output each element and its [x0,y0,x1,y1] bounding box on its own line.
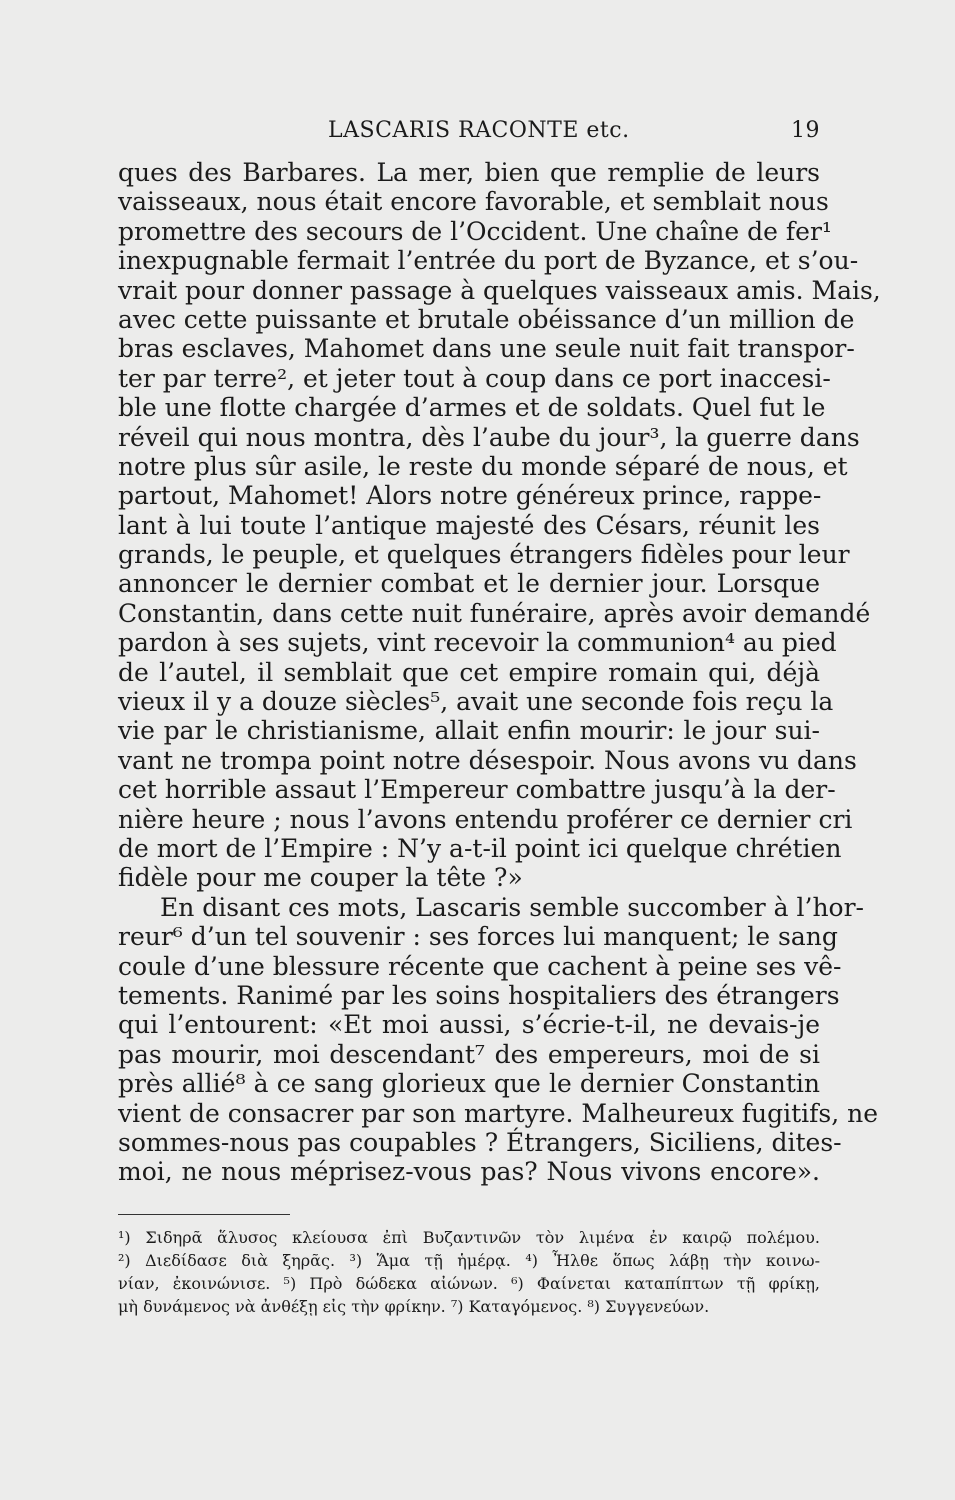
footnote-line: νίαν, ἐκοινώνισε. ⁵) Πρὸ δώδεκα αἰώνων. ⁶) Φαίνεται καταπίπτων τῇ φρίκῃ, [118,1274,820,1293]
text-line: tements. Ranimé par les soins hospitaliers des étrangers [118,980,840,1010]
text-line: vrait pour donner passage à quelques vaisseaux amis. Mais, [118,275,881,305]
text-line: vie par le christianisme, allait enfin mourir: le jour sui- [118,716,820,746]
text-line: pas mourir, moi descendant⁷ des empereurs, moi de si [118,1039,820,1069]
text-line: partout, Mahomet! Alors notre généreux prince, rappe- [118,481,822,511]
text-line: sommes-nous pas coupables ? Étrangers, Siciliens, dites- [118,1127,842,1157]
footnote-rule [118,1214,290,1215]
running-header [118,118,820,148]
running-title: LASCARIS RACONTE etc. [328,118,630,143]
footnote-line: ¹) Σιδηρᾶ ἅλυσος κλείουσα ἐπὶ Βυζαντινῶν τὸν λιμένα ἐν καιρῷ πολέμου. [118,1228,820,1247]
text-line: moi, ne nous méprisez-vous pas? Nous vivons encore». [118,1157,820,1187]
text-line: promettre des secours de l’Occident. Une chaîne de fer¹ [118,216,832,246]
text-line: vieux il y a douze siècles⁵, avait une seconde fois reçu la [118,687,834,717]
text-line: pardon à ses sujets, vint recevoir la communion⁴ au pied [118,628,837,658]
text-line: qui l’entourent: «Et moi aussi, s’écrie-t-il, ne devais-je [118,1010,820,1040]
text-line: Constantin, dans cette nuit funéraire, après avoir demandé [118,598,871,628]
text-line: inexpugnable fermait l’entrée du port de Byzance, et s’ou- [118,246,859,276]
text-line: lant à lui toute l’antique majesté des Césars, réunit les [118,510,820,540]
text-line: cet horrible assaut l’Empereur combattre jusqu’à la der- [118,775,836,805]
text-line: vaisseaux, nous était encore favorable, et semblait nous [118,187,829,217]
text-line: grands, le peuple, et quelques étrangers fidèles pour leur [118,540,850,570]
text-line: près allié⁸ à ce sang glorieux que le dernier Constantin [118,1069,820,1099]
text-line: réveil qui nous montra, dès l’aube du jour³, la guerre dans [118,422,860,452]
footnotes [118,1226,820,1318]
footnote-line: ²) Διεδίδασε διὰ ξηρᾶς. ³) Ἅμα τῇ ἡμέρᾳ. ⁴) Ἦλθε ὅπως λάβῃ τὴν κοινω- [118,1251,820,1270]
text-line: ble une flotte chargée d’armes et de soldats. Quel fut le [118,393,826,423]
text-line: de l’autel, il semblait que cet empire romain qui, déjà [118,657,820,687]
text-line: notre plus sûr asile, le reste du monde séparé de nous, et [118,451,848,481]
text-line: de mort de l’Empire : N’y a-t-il point ici quelque chrétien [118,833,842,863]
text-line: ques des Barbares. La mer, bien que remplie de leurs [118,158,820,187]
footnote-line: μὴ δυνάμενος νὰ ἀνθέξῃ εἰς τὴν φρίκην. ⁷) Καταγόμενος. ⁸) Συγγενεύων. [118,1297,710,1316]
text-line: vient de consacrer par son martyre. Malheureux fugitifs, ne [118,1098,879,1128]
text-line: annoncer le dernier combat et le dernier jour. Lorsque [118,569,820,599]
paragraph-start-line: En disant ces mots, Lascaris semble succomber à l’hor- [160,892,864,922]
page-number: 19 [791,118,820,143]
text-line: nière heure ; nous l’avons entendu proférer ce dernier cri [118,804,853,834]
main-text [118,158,881,1187]
text-line: reur⁶ d’un tel souvenir : ses forces lui manquent; le sang [118,922,838,952]
text-line: coule d’une blessure récente que cachent à peine ses vê- [118,951,842,981]
text-line: avec cette puissante et brutale obéissance d’un million de [118,304,855,334]
text-line: vant ne trompa point notre désespoir. Nous avons vu dans [118,745,857,775]
text-line: ter par terre², et jeter tout à coup dans ce port inaccesi- [118,363,831,393]
text-line: bras esclaves, Mahomet dans une seule nuit fait transpor- [118,334,855,364]
text-line: fidèle pour me couper la tête ?» [118,863,523,893]
